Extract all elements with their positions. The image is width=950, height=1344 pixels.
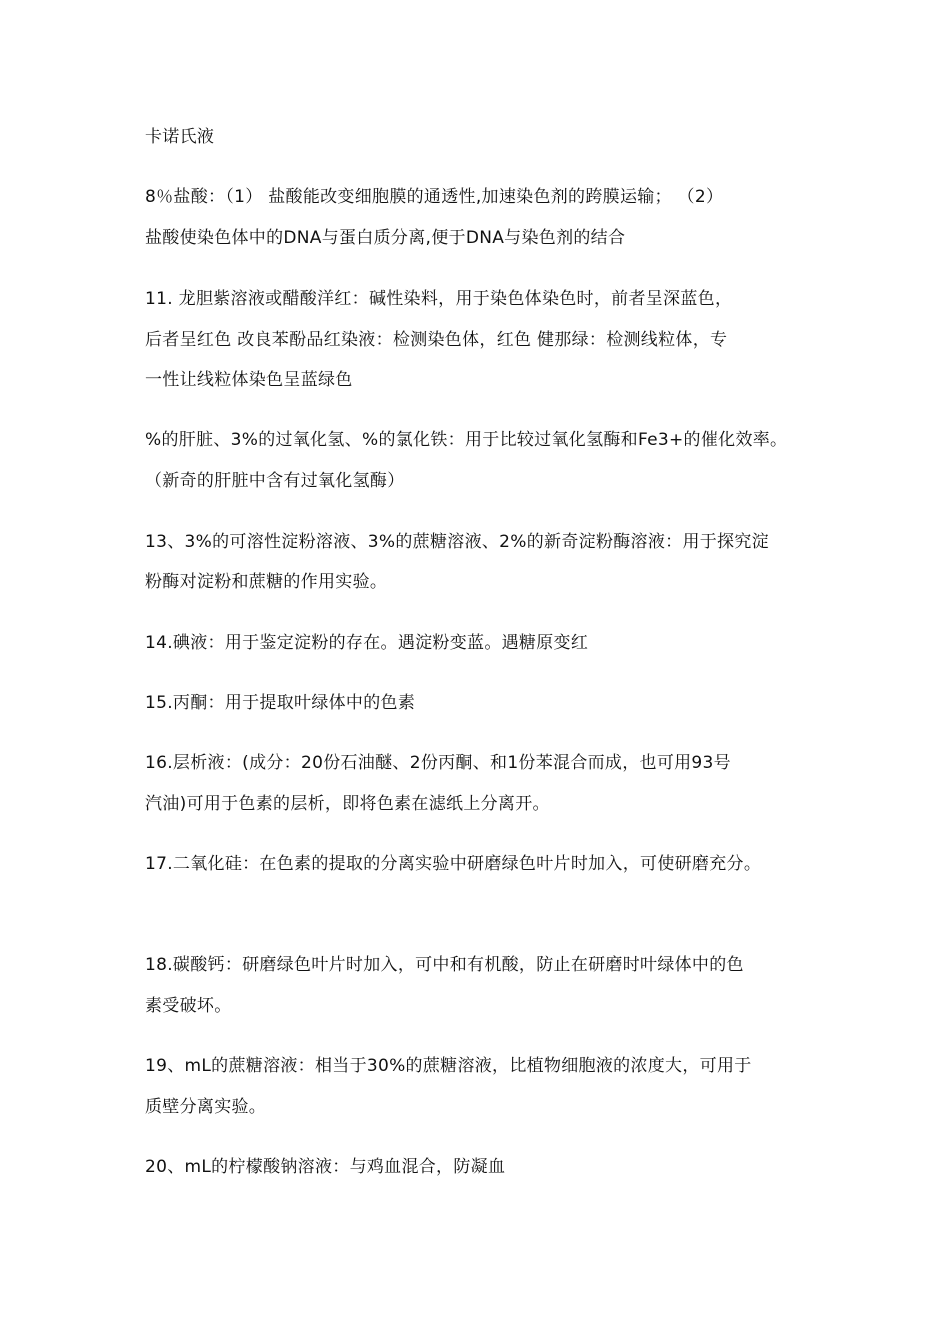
text-line: %的肝脏、3%的过氧化氢、%的氯化铁：用于比较过氧化氢酶和Fe3+的催化效率。 bbox=[145, 430, 788, 450]
text-line: 盐酸使染色体中的DNA与蛋白质分离,便于DNA与染色剂的结合 bbox=[145, 228, 626, 248]
text-line: 16.层析液：(成分：20份石油醚、2份丙酮、和1份苯混合而成，也可用93号 bbox=[145, 753, 731, 773]
text-line: 后者呈红色 改良苯酚品红染液：检测染色体，红色 健那绿：检测线粒体，专 bbox=[145, 330, 728, 350]
text-line: 17.二氧化硅：在色素的提取的分离实验中研磨绿色叶片时加入，可使研磨充分。 bbox=[145, 854, 762, 874]
text-line: 15.丙酮：用于提取叶绿体中的色素 bbox=[145, 693, 416, 713]
text-line: 8％盐酸：（1） 盐酸能改变细胞膜的通透性,加速染色剂的跨膜运输； （2） bbox=[145, 187, 724, 207]
text-line: 汽油)可用于色素的层析，即将色素在滤纸上分离开。 bbox=[145, 794, 550, 814]
text-line: 14.碘液：用于鉴定淀粉的存在。遇淀粉变蓝。遇糖原变红 bbox=[145, 633, 589, 653]
text-line: 19、mL的蔗糖溶液：相当于30%的蔗糖溶液，比植物细胞液的浓度大，可用于 bbox=[145, 1056, 752, 1076]
text-line: 20、mL的柠檬酸钠溶液：与鸡血混合，防凝血 bbox=[145, 1157, 506, 1177]
text-line: 卡诺氏液 bbox=[145, 127, 215, 147]
text-line: 18.碳酸钙：研磨绿色叶片时加入，可中和有机酸，防止在研磨时叶绿体中的色 bbox=[145, 955, 744, 975]
text-line: 素受破坏。 bbox=[145, 996, 232, 1016]
text-line: 一性让线粒体染色呈蓝绿色 bbox=[145, 370, 353, 390]
text-line: 13、3%的可溶性淀粉溶液、3%的蔗糖溶液、2%的新奇淀粉酶溶液：用于探究淀 bbox=[145, 532, 769, 552]
text-line: 11. 龙胆紫溶液或醋酸洋红：碱性染料，用于染色体染色时，前者呈深蓝色， bbox=[145, 289, 733, 309]
text-line: （新奇的肝脏中含有过氧化氢酶） bbox=[145, 471, 405, 491]
text-line: 粉酶对淀粉和蔗糖的作用实验。 bbox=[145, 572, 388, 592]
text-line: 质壁分离实验。 bbox=[145, 1097, 267, 1117]
